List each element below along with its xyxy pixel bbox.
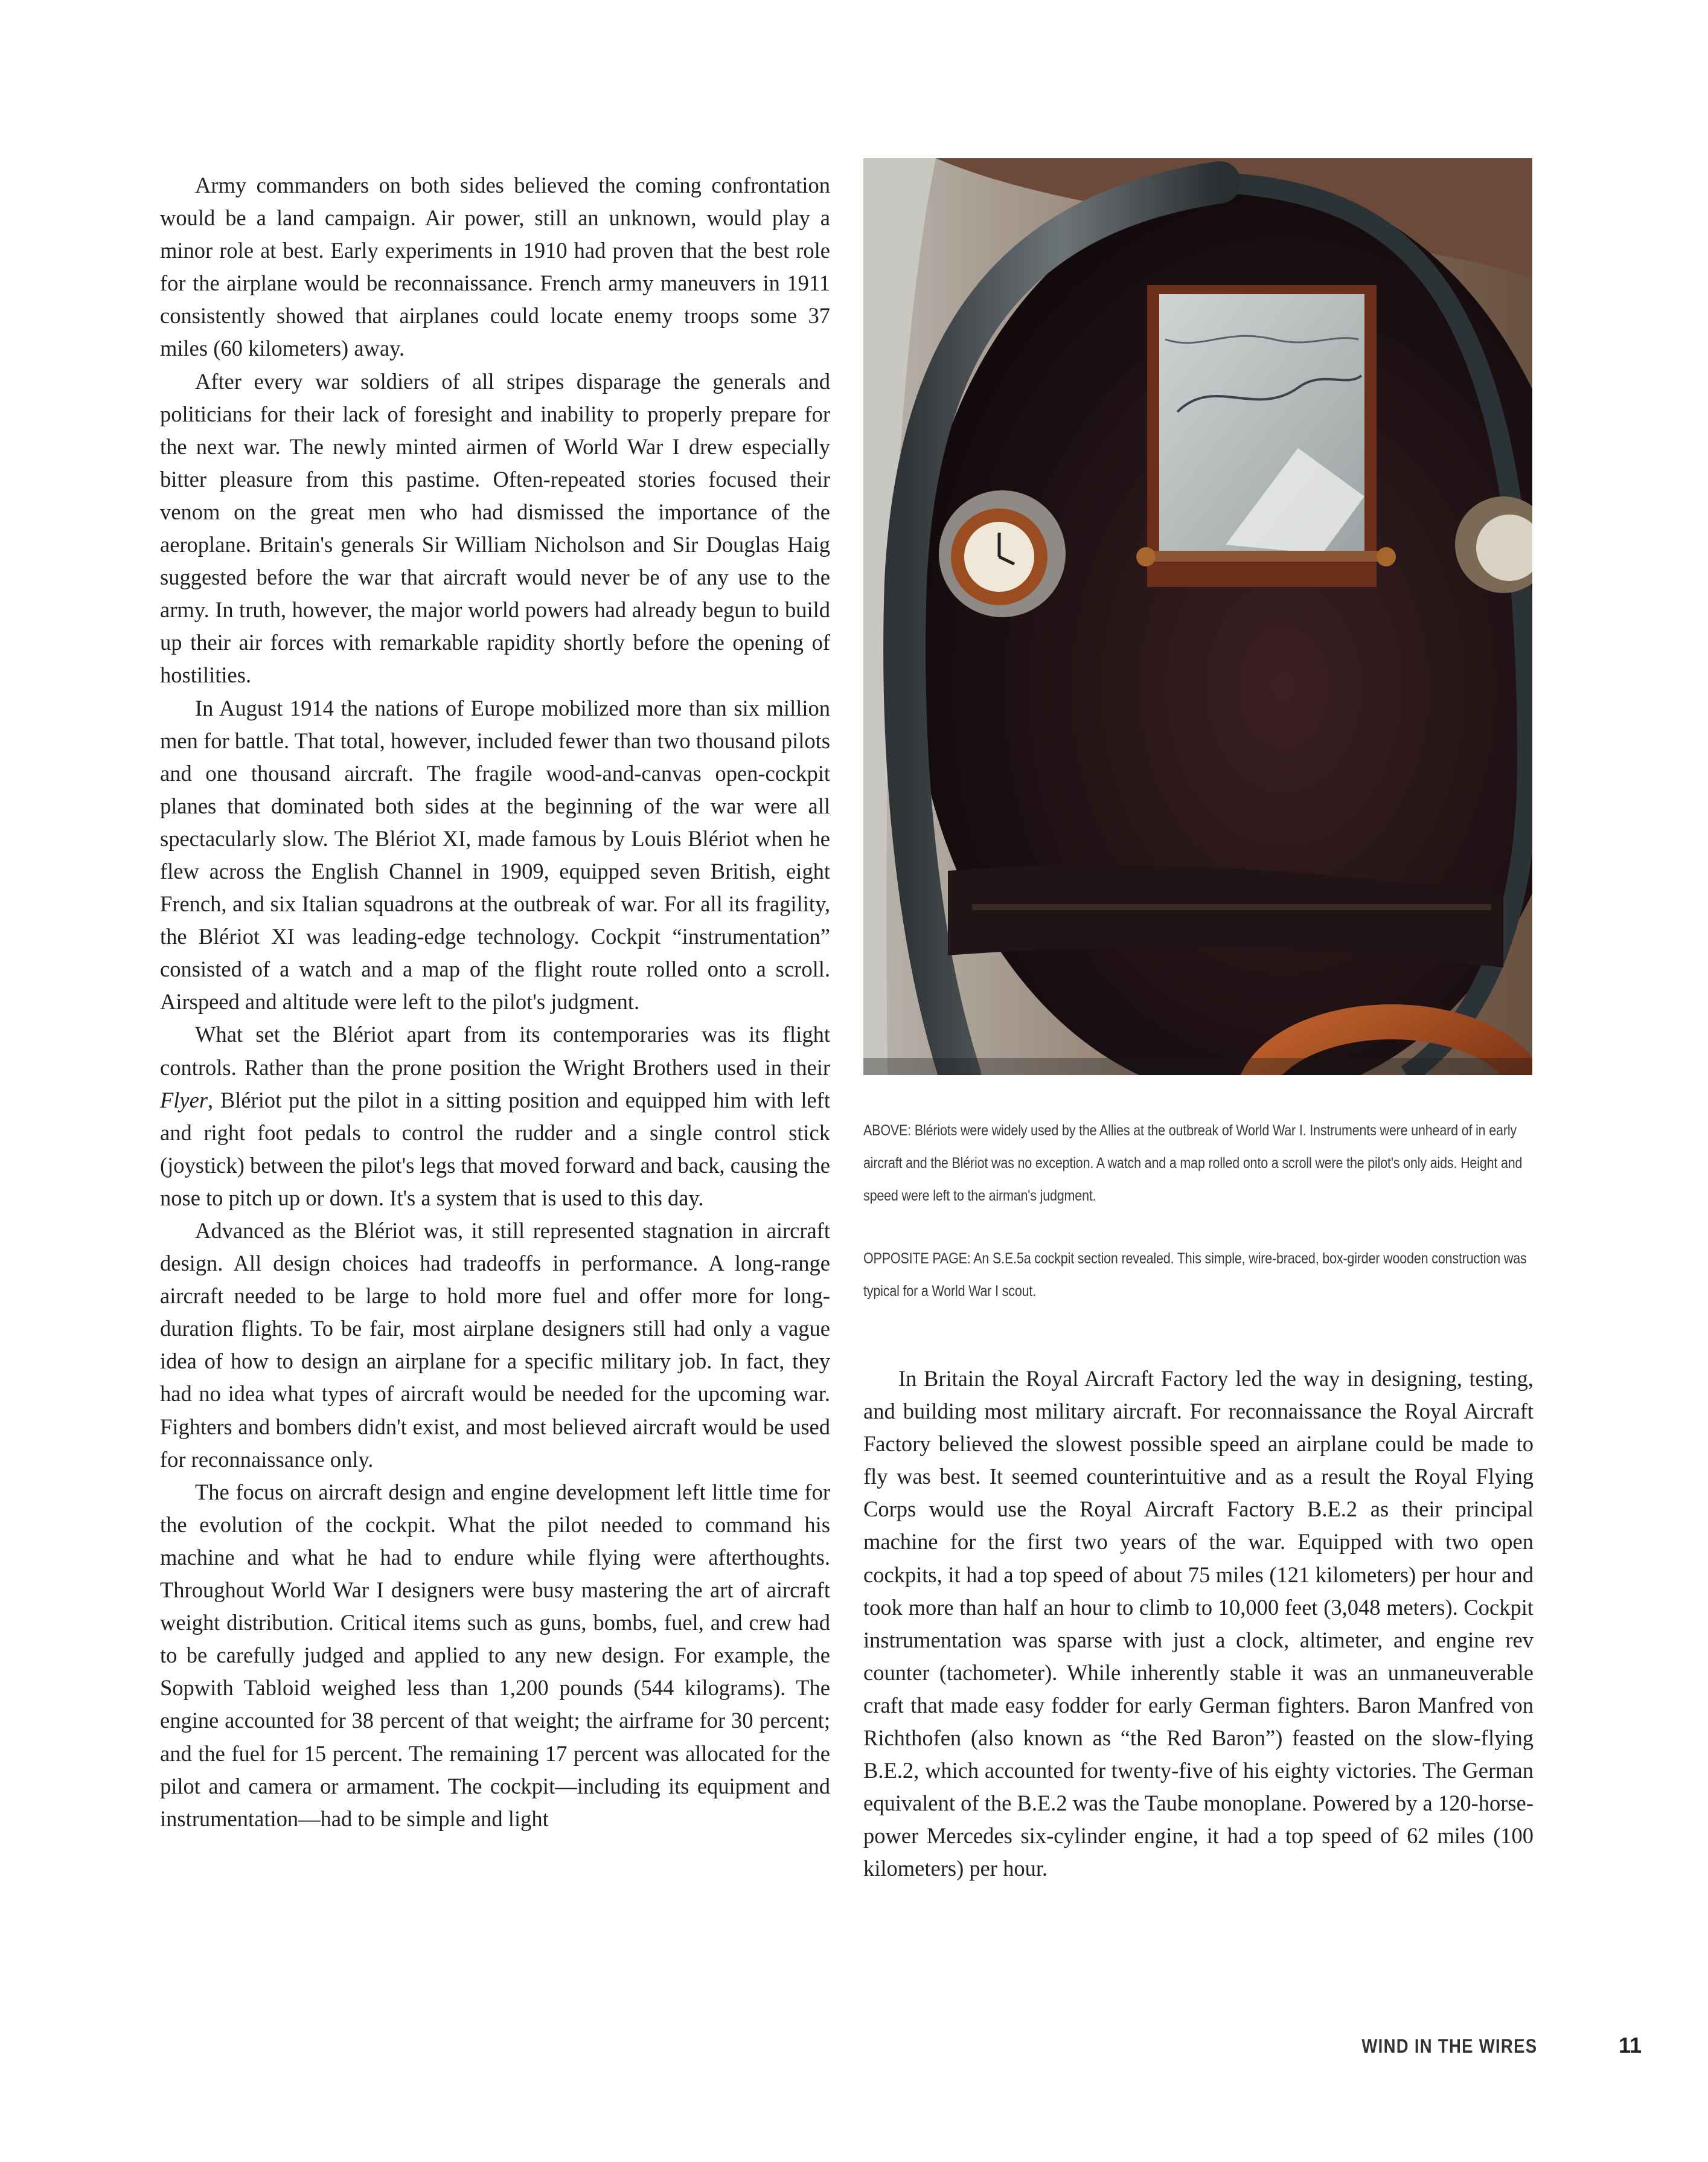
caption-above: ABOVE: Blériots were widely used by the Allies at the outbreak of World War I. Instruments were unheard of in early aircraft and the Blériot was no exception. A watch and a map rolled onto a scroll were the pilot's only aids. Height and speed were left to the airman's judgment. — [863, 1122, 1523, 1204]
body-paragraph: After every war soldiers of all stripes disparage the generals and politicians for their lack of foresight and inability to properly prepare for the next war. The newly minted airmen of World War I drew especially bitter pleasure from this pastime. Often-repeated stories focused their venom on the great men who had dismissed the importance of the aeroplane. Britain's generals Sir William Nicholson and Sir Douglas Haig suggested before the war that aircraft would never be of any use to the army. In truth, however, the major world powers had already begun to build up their air forces with remarkable rapidity shortly before the opening of hostilities. — [160, 368, 830, 688]
running-footer-title: WIND IN THE WIRES — [1361, 2035, 1537, 2057]
body-paragraph: Advanced as the Blériot was, it still represented stagnation in aircraft design. All design choices had tradeoffs in performance. A long-range aircraft needed to be large to hold more fuel and offer more for long-duration flights. To be fair, most airplane designers still had only a vague idea of how to design an airplane for a specific military job. In fact, they had no idea what types of aircraft would be needed for the upcoming war. Fighters and bombers didn't exist, and most believed aircraft would be used for reconnaissance only. — [160, 1218, 830, 1472]
cockpit-photo — [863, 158, 1532, 1075]
body-paragraph: In Britain the Royal Aircraft Factory led the way in designing, testing, and building most military aircraft. For reconnaissance the Royal Aircraft Factory believed the slowest possible speed an airplane could be made to fly was best. It seemed counterintuitive and as a result the Royal Flying Corps would use the Royal Aircraft Factory B.E.2 as their principal machine for the first two years of the war. Equipped with two open cockpits, it had a top speed of about 75 miles (121 kilometers) per hour and took more than half an hour to climb to 10,000 feet (3,048 meters). Cockpit instrumentation was sparse with just a clock, altimeter, and engine rev counter (tachometer). While inherently stable it was an unmaneuverable craft that made easy fodder for early German fighters. Baron Manfred von Richthofen (also known as “the Red Baron”) feasted on the slow-flying B.E.2, which accounted for twenty-five of his eighty victories. The German equivalent of the B.E.2 was the Taube monoplane. Powered by a 120-horsepower Mercedes six-cylinder engine, it had a top speed of 62 miles (100 kilometers) per hour. — [863, 1366, 1534, 1881]
text-run: , Blériot put the pilot in a sitting position and equipped him with left and right foot pedals to control the rudder and a single control stick (joystick) between the pilot's legs that moved forward and back, causing the nose to pitch up or down. It's a system that is used to this day. — [160, 1087, 830, 1210]
page-number: 11 — [1619, 2033, 1642, 2058]
italic-aircraft-name: Flyer — [160, 1087, 208, 1112]
body-paragraph: Army commanders on both sides believed the coming confrontation would be a land campaign. Air power, still an unknown, would play a minor role at best. Early experiments in 1910 had proven that the best role for the airplane would be reconnaissance. French army maneuvers in 1911 consistently showed that airplanes could locate enemy troops some 37 miles (60 kilometers) away. — [160, 173, 830, 361]
photo-captions — [863, 1114, 1532, 1307]
right-text-column — [863, 1362, 1534, 1885]
left-text-column — [160, 169, 830, 1835]
caption-opposite-page: OPPOSITE PAGE: An S.E.5a cockpit section revealed. This simple, wire-braced, box-girder wooden construction was typical for a World War I scout. — [863, 1250, 1527, 1300]
body-paragraph: The focus on aircraft design and engine development left little time for the evolution of the cockpit. What the pilot needed to command his machine and what he had to endure while flying were afterthoughts. Throughout World War I designers were busy mastering the art of aircraft weight distribution. Critical items such as guns, bombs, fuel, and crew had to be carefully judged and applied to any new design. For example, the Sopwith Tabloid weighed less than 1,200 pounds (544 kilograms). The engine accounted for 38 percent of that weight; the airframe for 30 percent; and the fuel for 15 percent. The remaining 17 percent was allocated for the pilot and camera or armament. The cockpit—including its equipment and instrumentation—had to be simple and light — [160, 1479, 830, 1831]
body-paragraph: In August 1914 the nations of Europe mobilized more than six million men for battle. That total, however, included fewer than two thousand pilots and one thousand aircraft. The fragile wood-and-canvas open-cockpit planes that dominated both sides at the beginning of the war were all spectacularly slow. The Blériot XI, made famous by Louis Blériot when he flew across the English Channel in 1909, equipped seven British, eight French, and six Italian squadrons at the outbreak of war. For all its fragility, the Blériot XI was leading-edge technology. Cockpit “instrumentation” consisted of a watch and a map of the flight route rolled onto a scroll. Airspeed and altitude were left to the pilot's judgment. — [160, 695, 830, 1015]
text-run: What set the Blériot apart from its contemporaries was its flight controls. Rather than the prone position the Wright Brothers used in their — [160, 1022, 830, 1080]
body-paragraph-flyer — [160, 1018, 830, 1214]
